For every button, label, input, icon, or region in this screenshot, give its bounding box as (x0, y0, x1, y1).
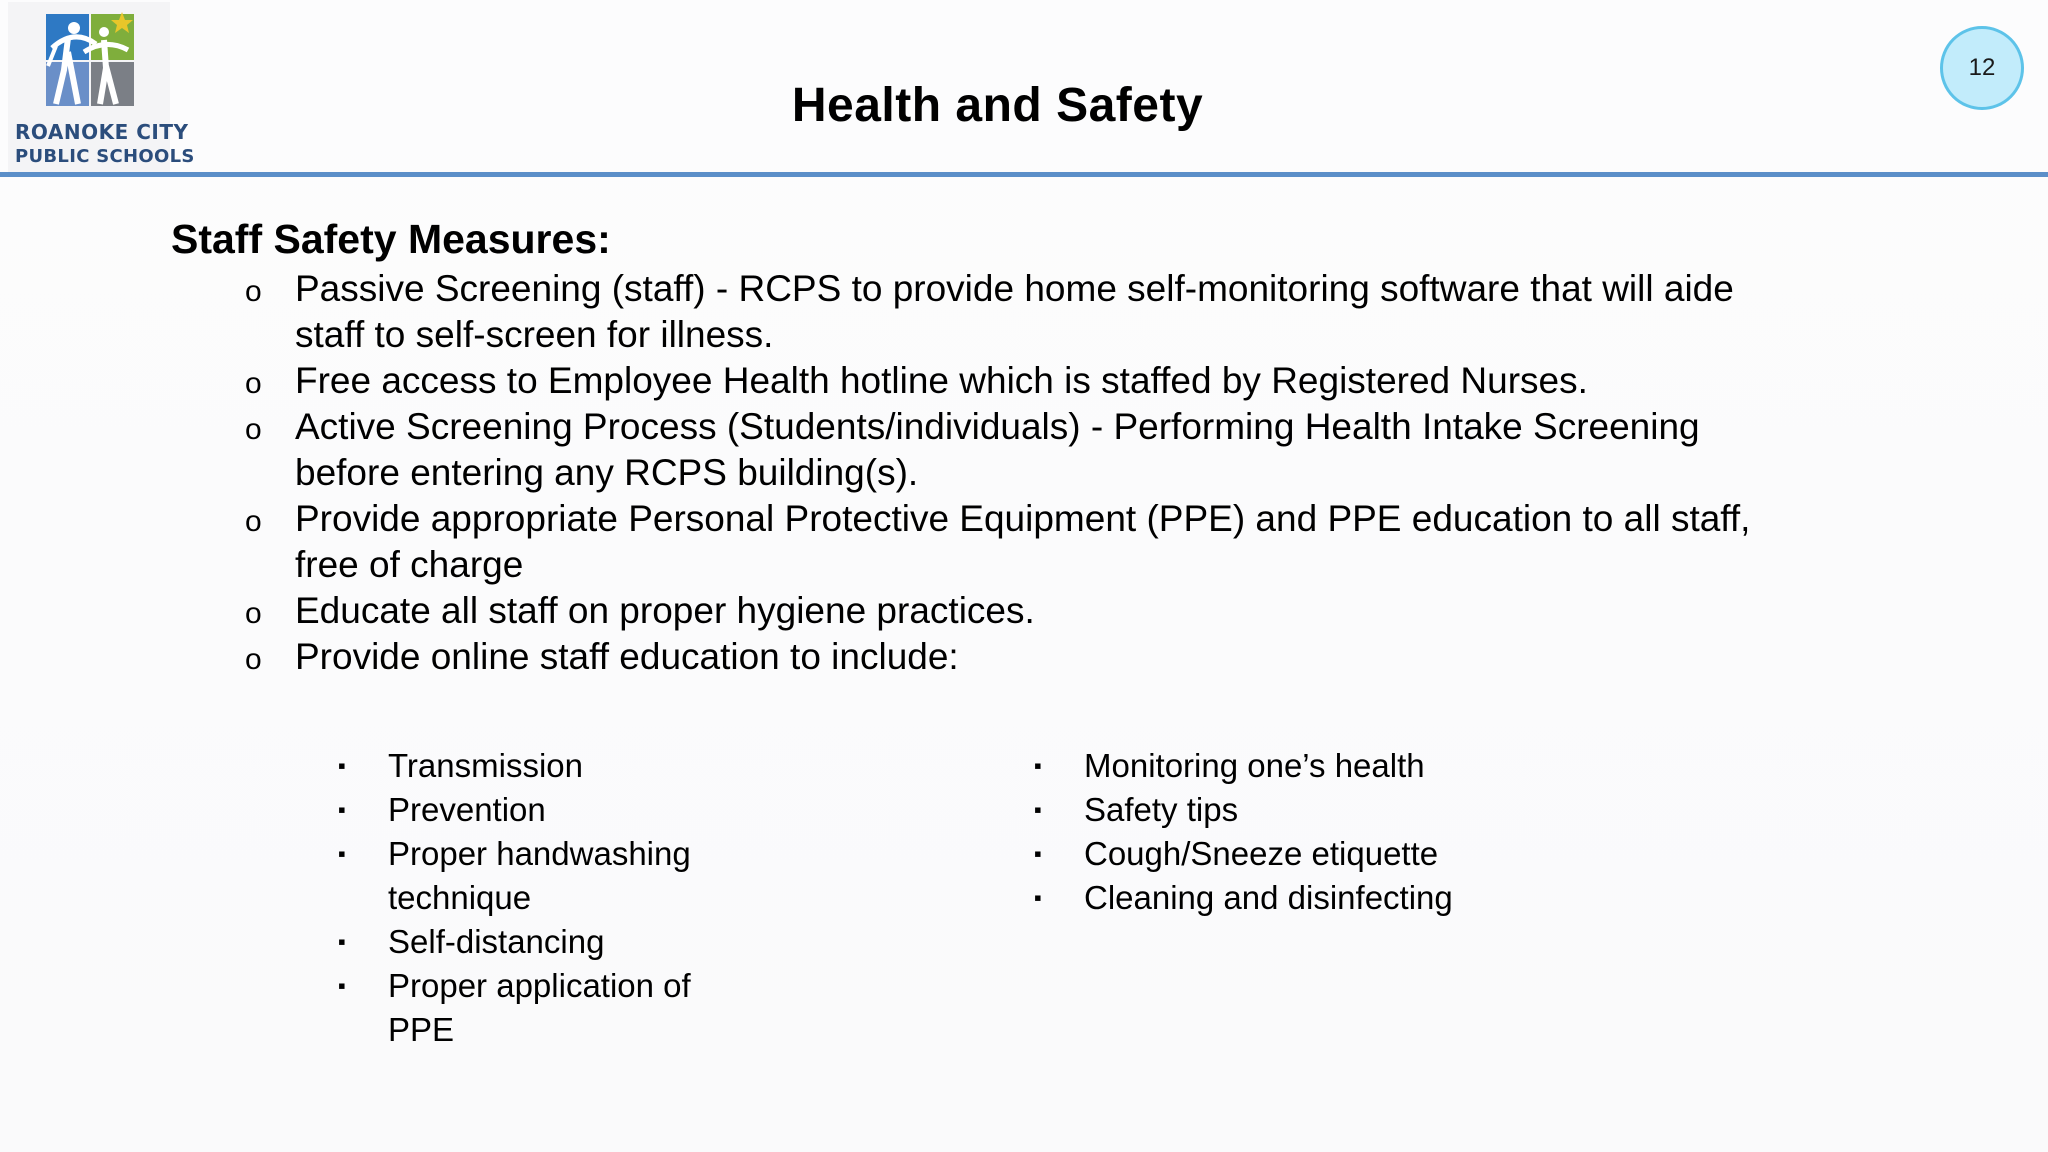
circle-bullet-icon: o (245, 367, 262, 400)
topic-text: Monitoring one’s health (1084, 747, 1425, 784)
square-bullet-icon: ▪ (1034, 797, 1042, 822)
topic-text: Transmission (388, 747, 583, 784)
logo-text-line1: ROANOKE CITY (15, 120, 189, 144)
circle-bullet-icon: o (245, 505, 262, 538)
measure-text: Free access to Employee Health hotline which is staffed by Registered Nurses. (295, 360, 1588, 401)
circle-bullet-icon: o (245, 643, 262, 676)
measure-item (245, 634, 1805, 680)
measure-item (245, 404, 1805, 496)
slide-title: Health and Safety (791, 79, 1204, 132)
safety-measures-list (245, 266, 1805, 680)
topic-text: Proper application of PPE (388, 967, 691, 1048)
measure-text: Provide appropriate Personal Protective Equipment (PPE) and PPE education to all staff, free of charge (295, 498, 1751, 585)
section-heading: Staff Safety Measures: (171, 216, 611, 262)
page-number-badge: 12 (1940, 26, 2024, 110)
square-bullet-icon: ▪ (1034, 753, 1042, 778)
measure-item (245, 358, 1805, 404)
topic-text: Proper handwashing technique (388, 835, 691, 916)
measure-text: Passive Screening (staff) - RCPS to provide home self-monitoring software that will aide staff to self-screen for illness. (295, 268, 1734, 355)
topic-item (338, 964, 758, 1052)
education-topics-left (338, 744, 758, 1052)
square-bullet-icon: ▪ (1034, 841, 1042, 866)
measure-text: Educate all staff on proper hygiene practices. (295, 590, 1035, 631)
header-divider (0, 172, 2048, 177)
topic-text: Prevention (388, 791, 546, 828)
measure-item (245, 588, 1805, 634)
square-bullet-icon: ▪ (338, 841, 346, 866)
measure-item (245, 266, 1805, 358)
circle-bullet-icon: o (245, 597, 262, 630)
topic-item (338, 744, 758, 788)
topic-item (1034, 876, 1554, 920)
topic-item (1034, 744, 1554, 788)
measure-text: Provide online staff education to include: (295, 636, 959, 677)
topic-item (338, 788, 758, 832)
topic-item (1034, 832, 1554, 876)
topic-text: Cough/Sneeze etiquette (1084, 835, 1439, 872)
topic-text: Safety tips (1084, 791, 1239, 828)
square-bullet-icon: ▪ (338, 929, 346, 954)
measure-item (245, 496, 1805, 588)
square-bullet-icon: ▪ (338, 973, 346, 998)
education-topics-right (1034, 744, 1554, 920)
logo-text-line2: PUBLIC SCHOOLS (15, 146, 195, 167)
topic-item (338, 920, 758, 964)
topic-text: Self-distancing (388, 923, 605, 960)
square-bullet-icon: ▪ (338, 797, 346, 822)
square-bullet-icon: ▪ (1034, 885, 1042, 910)
topic-text: Cleaning and disinfecting (1084, 879, 1453, 916)
circle-bullet-icon: o (245, 275, 262, 308)
topic-item (338, 832, 758, 920)
circle-bullet-icon: o (245, 413, 262, 446)
topic-item (1034, 788, 1554, 832)
square-bullet-icon: ▪ (338, 753, 346, 778)
measure-text: Active Screening Process (Students/individuals) - Performing Health Intake Screening before entering any RCPS building(s). (295, 406, 1700, 493)
